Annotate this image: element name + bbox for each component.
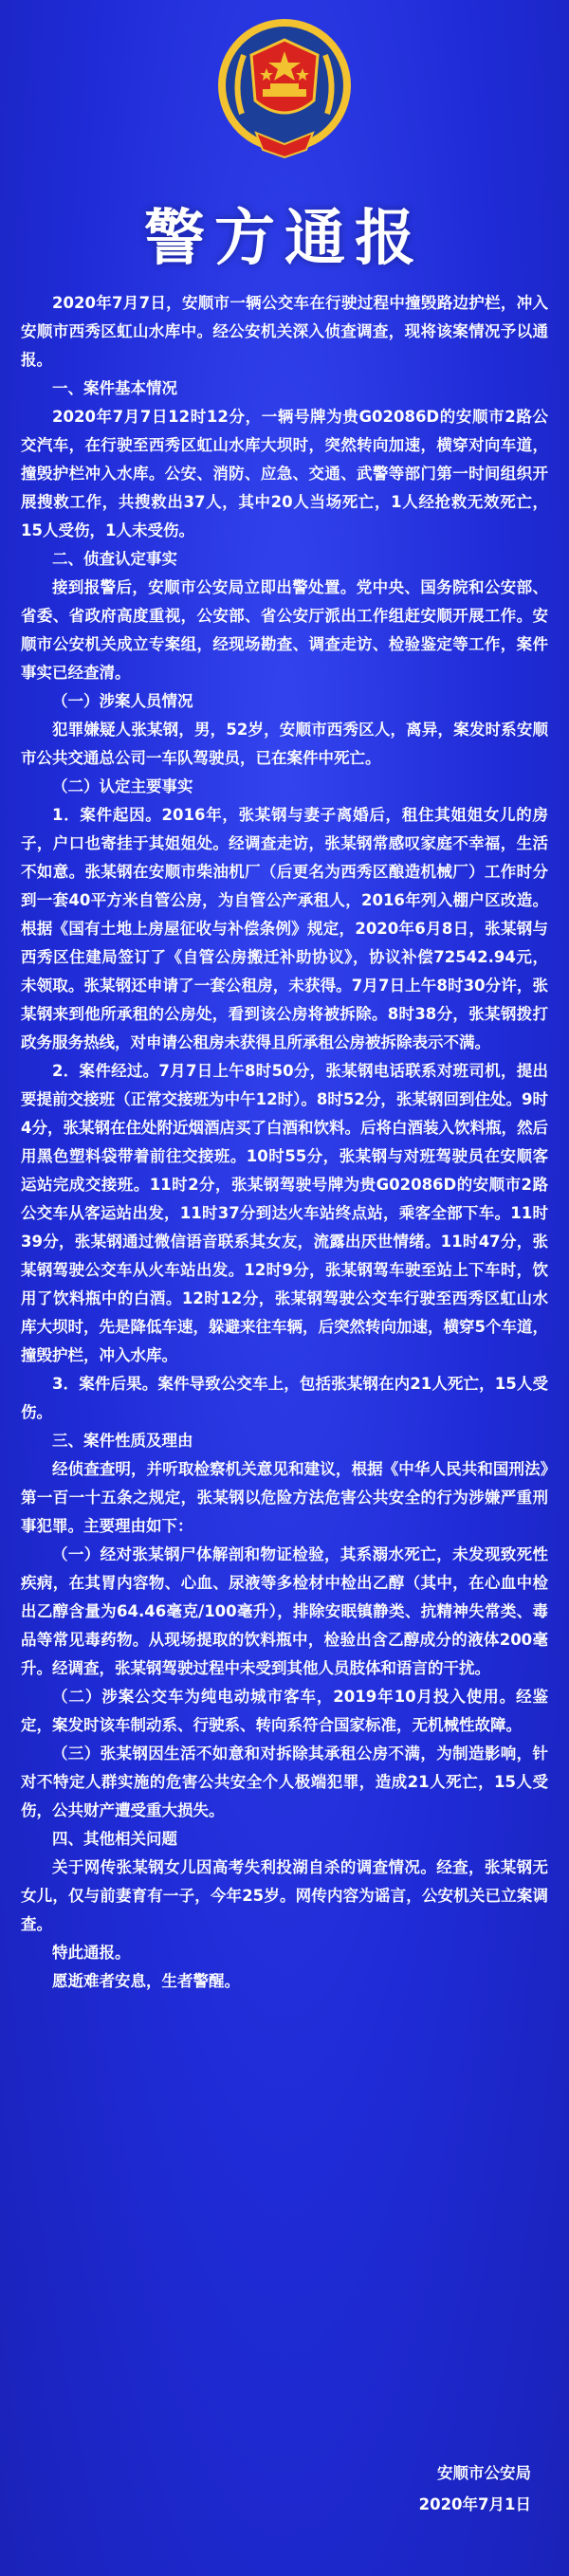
paragraph: （二）涉案公交车为纯电动城市客车，2019年10月投入使用。经鉴定，案发时该车制动系、行驶系、转向系符合国家标准，无机械性故障。 <box>21 1688 548 1734</box>
subsection-heading: （二）认定主要事实 <box>52 777 193 795</box>
subsection-heading: （一）涉案人员情况 <box>52 692 193 710</box>
paragraph: 1．案件起因。2016年，张某钢与妻子离婚后，租住其姐姐女儿的房子，户口也寄挂于其姐姐处。经调查走访，张某钢常感叹家庭不幸福，生活不如意。张某钢在安顺市柴油机厂（后更名为西秀区酿造机械厂）工作时分到一套40平方米自管公房，为自管公产承租人，2016年列入棚户区改造。根据《国有土地上房屋征收与补偿条例》规定，2020年6月8日，张某钢与西秀区住建局签订了《自管公房搬迁补助协议》，协议补偿72542.94元，未领取。张某钢还申请了一套公租房，未获得。7月7日上午8时30分许，张某钢来到他所承租的公房处，看到该公房将被拆除。8时38分，张某钢拨打政务服务热线，对申请公租房未获得且所承租公房被拆除表示不满。 <box>21 806 548 1051</box>
closing-line: 特此通报。 <box>52 1944 131 1962</box>
section-heading-1: 一、案件基本情况 <box>52 379 177 397</box>
paragraph: 关于网传张某钢女儿因高考失利投湖自杀的调查情况。经查，张某钢无女儿，仅与前妻育有一子，今年25岁。网传内容为谣言，公安机关已立案调查。 <box>21 1858 548 1933</box>
police-badge-icon <box>204 9 365 171</box>
paragraph: 2020年7月7日12时12分，一辆号牌为贵G02086D的安顺市2路公交汽车，在行驶至西秀区虹山水库大坝时，突然转向加速，横穿对向车道，撞毁护栏冲入水库。公安、消防、应急、交通、武警等部门第一时间组织开展搜救工作，共搜救出37人，其中20人当场死亡，1人经抢救无效死亡，15人受伤，1人未受伤。 <box>21 408 548 539</box>
section-heading-2: 二、侦查认定事实 <box>52 550 177 568</box>
police-emblem <box>0 9 569 171</box>
paragraph: 2．案件经过。7月7日上午8时50分，张某钢电话联系对班司机，提出要提前交接班（正常交接班为中午12时）。8时52分，张某钢回到住处。9时4分，张某钢在住处附近烟酒店买了白酒和饮料。后将白酒装入饮料瓶，然后用黑色塑料袋带着前往交接班。10时55分，张某钢与对班驾驶员在安顺客运站完成交接班。11时2分，张某钢驾驶号牌为贵G02086D的安顺市2路公交车从客运站出发，11时37分到达火车站终点站，乘客全部下车。11时39分，张某钢通过微信语音联系其女友，流露出厌世情绪。11时47分，张某钢驾驶公交车从火车站出发。12时9分，张某钢驾车驶至站上下车时，饮用了饮料瓶中的白酒。12时12分，张某钢驾驶公交车行驶至西秀区虹山水库大坝时，先是降低车速，躲避来往车辆，后突然转向加速，横穿5个车道，撞毁护栏，冲入水库。 <box>21 1062 548 1364</box>
paragraph: 接到报警后，安顺市公安局立即出警处置。党中央、国务院和公安部、省委、省政府高度重视，公安部、省公安厅派出工作组赶安顺开展工作。安顺市公安机关成立专案组，经现场勘查、调查走访、检验鉴定等工作，案件事实已经查清。 <box>21 578 548 682</box>
notice-body <box>21 289 548 1996</box>
paragraph: 3．案件后果。案件导致公交车上，包括张某钢在内21人死亡，15人受伤。 <box>21 1375 548 1421</box>
section-heading-4: 四、其他相关问题 <box>52 1830 177 1848</box>
paragraph: 经侦查查明，并听取检察机关意见和建议，根据《中华人民共和国刑法》第一百一十五条之规定，张某钢以危险方法危害公共安全的行为涉嫌严重刑事犯罪。主要理由如下： <box>21 1460 548 1535</box>
section-heading-3: 三、案件性质及理由 <box>52 1432 193 1450</box>
paragraph: （一）经对张某钢尸体解剖和物证检验，其系溺水死亡，未发现致死性疾病，在其胃内容物、心血、尿液等多检材中检出乙醇（其中，在心血中检出乙醇含量为64.46毫克/100毫升），排除安眠镇静类、抗精神失常类、毒品等常见毒药物。从现场提取的饮料瓶中，检验出含乙醇成分的液体200毫升。经调查，张某钢驾驶过程中未受到其他人员肢体和语言的干扰。 <box>21 1545 548 1677</box>
page-title: 警方通报 <box>144 204 425 274</box>
paragraph: （三）张某钢因生活不如意和对拆除其承租公房不满，为制造影响，针对不特定人群实施的危害公共安全个人极端犯罪，造成21人死亡，15人受伤，公共财产遭受重大损失。 <box>21 1745 548 1819</box>
closing-line: 愿逝难者安息，生者警醒。 <box>52 1972 240 1990</box>
signature-org: 安顺市公安局 <box>437 2464 531 2482</box>
paragraph: 犯罪嫌疑人张某钢，男，52岁，安顺市西秀区人，离异，案发时系安顺市公共交通总公司一车队驾驶员，已在案件中死亡。 <box>21 721 548 767</box>
paragraph-intro: 2020年7月7日，安顺市一辆公交车在行驶过程中撞毁路边护栏，冲入安顺市西秀区虹山水库中。经公安机关深入侦查调查，现将该案情况予以通报。 <box>21 294 548 369</box>
signature-date: 2020年7月1日 <box>418 2495 531 2513</box>
